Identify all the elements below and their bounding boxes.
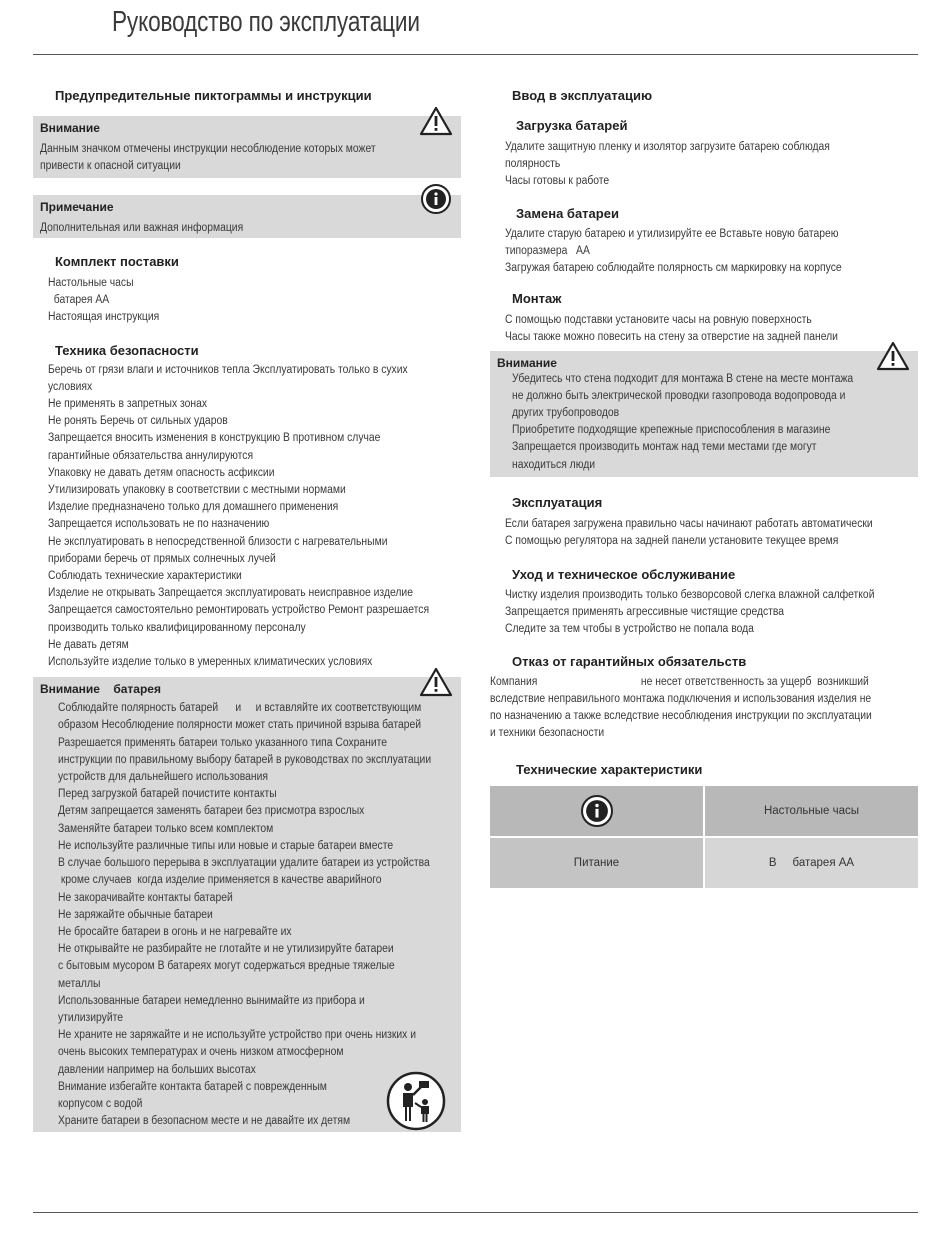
info-circle-icon	[581, 795, 613, 827]
list-item: Не эксплуатировать в непосредственной близости с нагревательными	[48, 535, 388, 548]
text-line: С помощью подставки установите часы на ровную поверхность	[505, 314, 812, 327]
list-item: Детям запрещается заменять батареи без присмотра взрослых	[58, 805, 365, 818]
text-line: Запрещается применять агрессивные чистящие средства	[505, 606, 785, 619]
list-item: Используйте изделие только в умеренных климатических условиях	[48, 656, 373, 669]
text-line: вследствие неправильного монтажа подключения и использования изделия не	[490, 692, 872, 705]
table-row	[490, 838, 918, 888]
list-item: производить только квалифицированному персоналу	[48, 621, 306, 634]
top-divider	[33, 54, 918, 55]
list-item: давлении например на больших высотах	[58, 1063, 256, 1076]
note-line: Дополнительная или важная информация	[40, 222, 244, 234]
page-title: Руководство по эксплуатации	[112, 6, 420, 38]
list-item: Не применять в запретных зонах	[48, 398, 208, 411]
text-line: полярность	[505, 158, 561, 171]
text-line: Удалите защитную пленку и изолятор загрузите батарею соблюдая	[505, 141, 830, 153]
list-item: Заменяйте батареи только всем комплектом	[58, 822, 274, 835]
table-cell	[490, 786, 703, 836]
list-item: устройств для дальнейшего использования	[58, 771, 268, 784]
list-item: приборами беречь от прямых солнечных лучей	[48, 552, 276, 565]
table-cell	[490, 838, 703, 888]
note-title: Примечание	[40, 200, 114, 214]
power-value: В батарея AA	[768, 857, 855, 870]
list-item: корпусом с водой	[58, 1097, 143, 1110]
list-item: Не закорачивайте контакты батарей	[58, 891, 233, 904]
list-item: Запрещается вносить изменения в конструкцию В противном случае	[48, 432, 381, 445]
attention-box	[33, 116, 461, 178]
right-column	[490, 88, 918, 890]
battery-warning-box	[33, 677, 461, 1132]
list-item: Изделие предназначено только для домашнего применения	[48, 501, 339, 514]
left-column	[33, 88, 461, 1132]
list-item: Утилизировать упаковку в соответствии с местными нормами	[48, 484, 346, 497]
list-item: Не храните не заряжайте и не используйте устройство при очень низких и	[58, 1029, 416, 1042]
specs-table	[488, 784, 920, 890]
warranty-heading: Отказ от гарантийных обязательств	[512, 653, 747, 669]
text-line: Загружая батарею соблюдайте полярность см маркировку на корпусе	[505, 262, 842, 275]
note-box	[33, 195, 461, 238]
keep-away-from-children-icon	[386, 1071, 446, 1131]
warnings-heading: Предупредительные пиктограммы и инструкции	[55, 88, 372, 103]
package-list	[48, 275, 461, 327]
attention-title: Внимание	[40, 121, 100, 135]
operation-heading: Эксплуатация	[512, 494, 603, 510]
bottom-divider	[33, 1212, 918, 1213]
attention-line: привести к опасной ситуации	[40, 160, 181, 173]
list-item: инструкции по правильному выбору батарей в руководствах по эксплуатации	[58, 753, 432, 766]
text-line: Часы также можно повесить на стену за отверстие на задней панели	[505, 331, 838, 344]
battery-list	[58, 700, 454, 1130]
attention-line: Данным значком отмечены инструкции несоблюдение которых может	[40, 143, 376, 155]
list-item: с бытовым мусором В батареях могут содержаться вредные тяжелые	[58, 960, 395, 973]
list-item: Внимание избегайте контакта батарей с поврежденным	[58, 1080, 327, 1093]
list-item: гарантийные обязательства аннулируются	[48, 449, 254, 462]
battery-warning-title: Внимание батарея	[40, 682, 161, 697]
text-line: типоразмера AA	[505, 244, 590, 257]
table-cell	[705, 838, 918, 888]
safety-heading: Техника безопасности	[55, 342, 199, 358]
warning-triangle-icon	[876, 341, 910, 371]
list-item: находиться люди	[512, 458, 596, 471]
text-line: Удалите старую батарею и утилизируйте ее Вставьте новую батарею	[505, 227, 839, 240]
care-text	[505, 587, 918, 639]
safety-list	[48, 362, 461, 672]
startup-heading: Ввод в эксплуатацию	[512, 88, 653, 103]
warranty-text	[490, 674, 918, 743]
list-item: не должно быть электрической проводки газопровода водопровода и	[512, 389, 846, 402]
operation-text	[505, 516, 918, 550]
list-item: Настоящая инструкция	[48, 311, 160, 324]
mount-warning-list	[512, 371, 911, 474]
list-item: образом Несоблюдение полярности может стать причиной взрыва батарей	[58, 719, 421, 732]
text-line: Часы готовы к работе	[505, 175, 610, 188]
list-item: утилизируйте	[58, 1011, 124, 1024]
list-item: Не бросайте батареи в огонь и не нагревайте их	[58, 925, 292, 938]
product-name: Настольные часы	[763, 805, 860, 818]
package-heading: Комплект поставки	[55, 254, 179, 269]
list-item: Разрешается применять батареи только указанного типа Сохраните	[58, 736, 388, 749]
list-item: Не давать детям	[48, 638, 129, 651]
list-item: металлы	[58, 977, 101, 990]
list-item: кроме случаев когда изделие применяется в качестве аварийного	[58, 874, 382, 887]
list-item: Запрещается самостоятельно ремонтировать устройство Ремонт разрешается	[48, 604, 430, 617]
text-line: по назначению а также вследствие несоблюдения инструкции по эксплуатации	[490, 710, 872, 723]
load-battery-text	[505, 139, 918, 191]
mount-warning-title: Внимание	[497, 355, 557, 370]
list-item: Приобретите подходящие крепежные приспособления в магазине	[512, 424, 831, 437]
list-item: Не ронять Беречь от сильных ударов	[48, 415, 228, 428]
list-item: очень высоких температурах и очень низком атмосферном	[58, 1046, 344, 1059]
list-item: Беречь от грязи влаги и источников тепла Эксплуатировать только в сухих	[48, 363, 408, 376]
specs-heading: Технические характеристики	[516, 762, 703, 778]
list-item: Не используйте различные типы или новые и старые батареи вместе	[58, 839, 394, 852]
list-item: Не открывайте не разбирайте не глотайте и не утилизируйте батареи	[58, 943, 394, 956]
care-heading: Уход и техническое обслуживание	[512, 567, 736, 583]
list-item: Соблюдать технические характеристики	[48, 570, 242, 583]
table-cell	[705, 786, 918, 836]
warning-triangle-icon	[419, 667, 453, 697]
list-item: батарея AA	[48, 294, 110, 307]
table-row	[490, 786, 918, 836]
text-line: Если батарея загружена правильно часы начинают работать автоматически	[505, 517, 873, 530]
warning-triangle-icon	[419, 106, 453, 136]
list-item: условиях	[48, 380, 93, 393]
list-item: Убедитесь что стена подходит для монтажа В стене на месте монтажа	[512, 372, 854, 385]
list-item: Изделие не открывать Запрещается эксплуатировать неисправное изделие	[48, 587, 413, 600]
text-line: и техники безопасности	[490, 727, 605, 740]
list-item: Запрещается производить монтаж над теми местами где могут	[512, 441, 817, 454]
mount-heading: Монтаж	[512, 291, 562, 307]
list-item: В случае большого перерыва в эксплуатации удалите батареи из устройства	[58, 857, 430, 870]
text-line: Чистку изделия производить только безворсовой слегка влажной салфеткой	[505, 589, 875, 602]
info-circle-icon	[421, 184, 451, 214]
list-item: Запрещается использовать не по назначению	[48, 518, 270, 531]
list-item: Использованные батареи немедленно вынимайте из прибора и	[58, 994, 365, 1007]
list-item: Перед загрузкой батарей почистите контакты	[58, 788, 277, 801]
text-line: Компания не несет ответственность за ущерб возникший	[490, 675, 869, 688]
mount-warning-box	[490, 351, 918, 477]
list-item: Упаковку не давать детям опасность асфиксии	[48, 466, 275, 479]
load-battery-heading: Загрузка батарей	[516, 118, 628, 133]
list-item: Не заряжайте обычные батареи	[58, 908, 213, 921]
replace-battery-text	[505, 226, 918, 278]
power-label: Питание	[573, 857, 620, 870]
list-item: Соблюдайте полярность батарей и и вставляйте их соответствующим	[58, 702, 422, 715]
mount-text	[505, 312, 918, 346]
text-line: С помощью регулятора на задней панели установите текущее время	[505, 534, 839, 547]
text-line: Следите за тем чтобы в устройство не попала вода	[505, 623, 754, 636]
replace-battery-heading: Замена батареи	[516, 205, 619, 221]
list-item: Настольные часы	[48, 277, 134, 289]
list-item: других трубопроводов	[512, 407, 620, 420]
list-item: Храните батареи в безопасном месте и не давайте их детям	[58, 1115, 351, 1128]
